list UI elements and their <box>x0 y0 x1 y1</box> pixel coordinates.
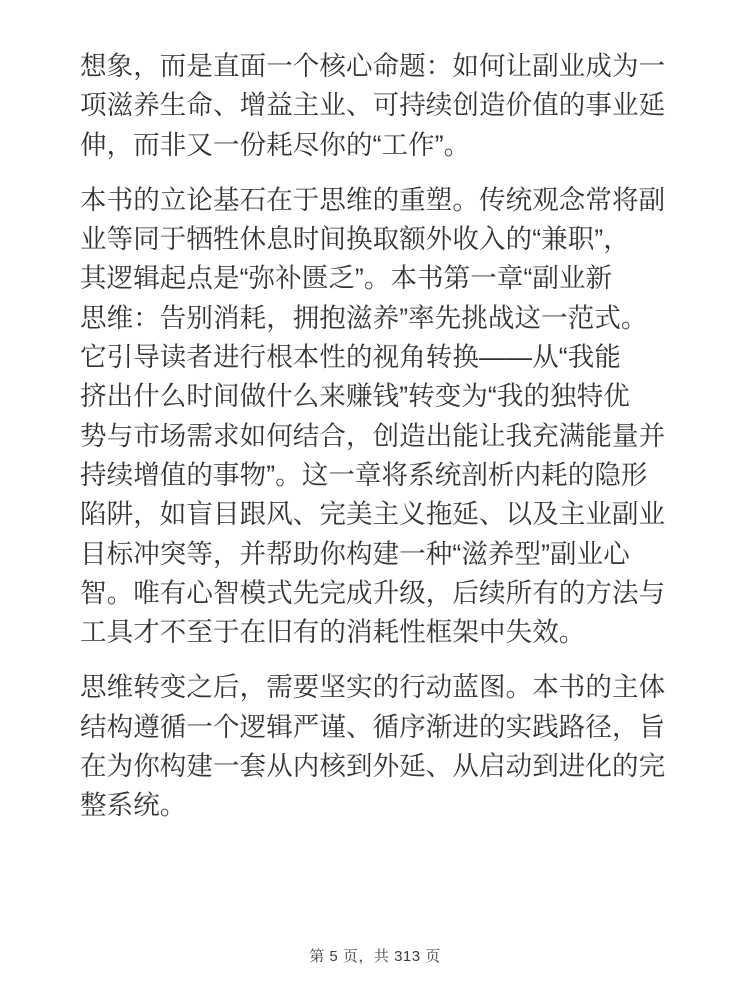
page-body-text <box>80 47 680 842</box>
page-footer <box>0 948 750 966</box>
text-line: 本书的立论基石在于思维的重塑。传统观念常将副 <box>80 184 666 215</box>
text-line: 挤出什么时间做什么来赚钱”转变为“我的独特优 <box>80 381 630 412</box>
text-line: 工具才不至于在旧有的消耗性框架中失效。 <box>80 617 586 648</box>
text-line: 目标冲突等，并帮助你构建一种“滋养型”副业心 <box>80 538 630 569</box>
text-line: 业等同于牺牲休息时间换取额外收入的“兼职”， <box>80 224 630 255</box>
paragraph <box>80 181 680 653</box>
text-line: 其逻辑起点是“弥补匮乏”。本书第一章“副业新 <box>80 263 613 294</box>
text-line: 陷阱，如盲目跟风、完美主义拖延、以及主业副业 <box>80 499 666 530</box>
text-line: 它引导读者进行根本性的视角转换——从“我能 <box>80 342 621 373</box>
text-line: 想象，而是直面一个核心命题：如何让副业成为一 <box>80 51 666 81</box>
text-line: 思维：告别消耗，拥抱滋养”率先挑战这一范式。 <box>80 302 648 333</box>
text-line: 持续增值的事物”。这一章将系统剖析内耗的隐形 <box>80 459 648 490</box>
text-line: 整系统。 <box>80 790 187 821</box>
text-line: 势与市场需求如何结合，创造出能让我充满能量并 <box>80 420 666 451</box>
text-line: 伸，而非又一份耗尽你的“工作”。 <box>80 129 471 160</box>
text-line: 在为你构建一套从内核到外延、从启动到进化的完 <box>80 751 666 782</box>
paragraph <box>80 668 680 825</box>
text-line: 智。唯有心智模式先完成升级，后续所有的方法与 <box>80 577 666 608</box>
page-number-indicator: 第 5 页，共 313 页 <box>309 948 441 965</box>
text-line: 思维转变之后，需要坚实的行动蓝图。本书的主体 <box>80 672 666 703</box>
paragraph <box>80 47 680 165</box>
text-line: 结构遵循一个逻辑严谨、循序渐进的实践路径，旨 <box>80 711 666 742</box>
text-line: 项滋养生命、增益主业、可持续创造价值的事业延 <box>80 90 666 121</box>
